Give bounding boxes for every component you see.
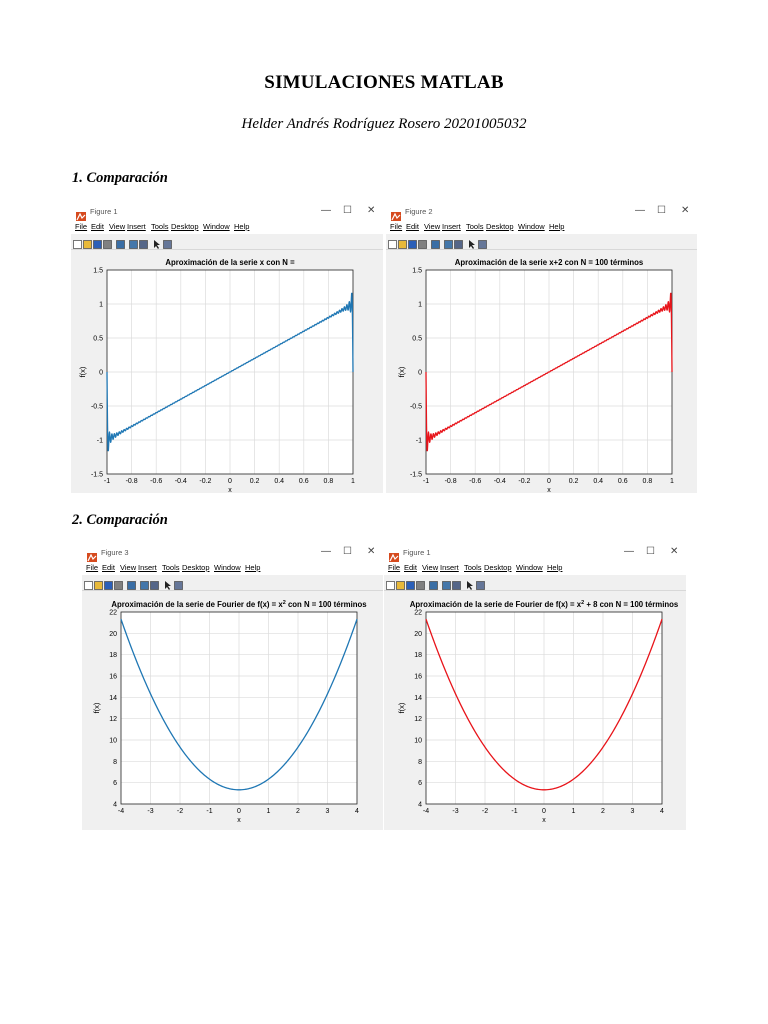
close-button[interactable]: ✕ — [367, 205, 376, 216]
property-editor-icon[interactable] — [476, 577, 485, 586]
print-icon[interactable] — [114, 577, 123, 586]
y-tick-label: 1 — [418, 301, 422, 309]
plot-area — [384, 591, 686, 830]
y-tick-label: 0.5 — [412, 335, 422, 343]
insert-colorbar-icon[interactable] — [444, 236, 453, 245]
y-tick-label: 1.5 — [93, 267, 103, 275]
x-tick-label: 2 — [296, 808, 300, 815]
pointer-icon[interactable] — [164, 577, 173, 586]
menu-tools[interactable]: Tools — [464, 563, 482, 572]
menu-bar — [82, 562, 383, 575]
pointer-icon[interactable] — [468, 236, 477, 245]
x-tick-label: -4 — [117, 808, 125, 815]
chart — [386, 250, 697, 493]
x-tick-label: 1 — [266, 808, 271, 815]
x-tick-label: -0.2 — [199, 478, 212, 485]
x-tick-label: -0.4 — [493, 478, 506, 485]
property-editor-icon[interactable] — [174, 577, 183, 586]
menu-file[interactable]: File — [75, 222, 88, 231]
chart-title: Aproximación de la serie x con N = — [165, 258, 295, 267]
x-tick-label: 0.6 — [617, 478, 628, 485]
x-tick-label: 1 — [571, 808, 576, 815]
menu-help[interactable]: Help — [234, 222, 250, 231]
menu-bar — [386, 221, 697, 234]
x-axis-label: x — [237, 817, 241, 824]
y-tick-label: 18 — [414, 652, 422, 660]
figure-toolbar — [386, 234, 697, 250]
x-tick-label: 0.2 — [249, 478, 260, 485]
menu-tools[interactable]: Tools — [151, 222, 169, 231]
minimize-button[interactable]: — — [321, 205, 331, 216]
y-axis-label: f(x) — [397, 702, 406, 714]
chart-title: Aproximación de la serie de Fourier de $f(x) = x^2$ con N = 100 términos — [111, 600, 367, 609]
menu-file[interactable]: File — [388, 563, 401, 572]
menu-file[interactable]: File — [390, 222, 403, 231]
x-axis-label: x — [547, 487, 551, 493]
menu-view[interactable]: View — [424, 222, 441, 231]
x-tick-label: 3 — [325, 808, 330, 815]
x-tick-label: -4 — [422, 808, 430, 815]
x-tick-label: 0.8 — [642, 478, 653, 485]
y-tick-label: 6 — [113, 780, 117, 788]
x-tick-label: -0.4 — [174, 478, 187, 485]
x-tick-label: 0.8 — [323, 478, 334, 485]
menu-desktop[interactable]: Desktop — [484, 563, 512, 572]
y-tick-label: 12 — [109, 716, 117, 724]
x-tick-label: 0.4 — [593, 478, 604, 485]
x-tick-label: -2 — [176, 808, 184, 815]
insert-legend-icon[interactable] — [139, 236, 148, 245]
y-tick-label: -1 — [96, 437, 103, 445]
minimize-button[interactable]: — — [321, 546, 331, 557]
section-heading-2: 2. Comparación — [72, 512, 168, 528]
menu-insert[interactable]: Insert — [442, 222, 461, 231]
close-button[interactable]: ✕ — [367, 546, 376, 557]
y-tick-label: 0 — [418, 369, 422, 377]
insert-colorbar-icon[interactable] — [129, 236, 138, 245]
open-file-icon[interactable] — [396, 577, 405, 586]
menu-bar — [71, 221, 383, 234]
x-tick-label: -1 — [511, 808, 518, 815]
x-tick-label: 0.2 — [568, 478, 579, 485]
y-tick-label: 20 — [109, 630, 117, 638]
y-axis-label: f(x) — [78, 366, 87, 378]
x-tick-label: -3 — [452, 808, 459, 815]
x-axis-label: x — [228, 487, 232, 493]
document-author: Helder Andrés Rodríguez Rosero 20201005032 — [241, 116, 527, 132]
print-icon[interactable] — [103, 236, 112, 245]
y-tick-label: 14 — [109, 694, 117, 702]
menu-edit[interactable]: Edit — [91, 222, 104, 231]
y-tick-label: 10 — [109, 737, 117, 745]
x-tick-label: 0.6 — [298, 478, 309, 485]
figure-toolbar — [82, 575, 383, 591]
print-icon[interactable] — [416, 577, 425, 586]
y-tick-label: 0 — [99, 369, 103, 377]
x-tick-label: -2 — [481, 808, 489, 815]
insert-legend-icon[interactable] — [150, 577, 159, 586]
x-tick-label: 0 — [237, 808, 241, 815]
chart-title: Aproximación de la serie x+2 con N = 100 términos — [454, 258, 644, 267]
y-tick-label: 4 — [113, 801, 117, 809]
pointer-icon[interactable] — [466, 577, 475, 586]
y-axis-label: f(x) — [397, 366, 406, 378]
matlab-figure-icon — [87, 549, 97, 558]
x-tick-label: -3 — [147, 808, 154, 815]
matlab-figure-icon — [391, 208, 401, 217]
menu-window[interactable]: Window — [203, 222, 230, 231]
window-title: Figure 3 — [101, 548, 129, 557]
y-tick-label: 4 — [418, 801, 422, 809]
x-tick-label: -0.8 — [444, 478, 457, 485]
maximize-button[interactable]: ☐ — [343, 546, 352, 557]
x-tick-label: -0.2 — [518, 478, 531, 485]
figure-toolbar — [71, 234, 383, 250]
x-tick-label: 0.4 — [274, 478, 285, 485]
insert-legend-icon[interactable] — [452, 577, 461, 586]
figure-window[interactable] — [386, 204, 697, 493]
menu-window[interactable]: Window — [214, 563, 241, 572]
link-plot-icon[interactable] — [429, 577, 438, 586]
x-tick-label: -0.6 — [150, 478, 163, 485]
plot-area — [82, 591, 383, 830]
figure-window[interactable] — [384, 545, 686, 830]
link-plot-icon[interactable] — [127, 577, 136, 586]
figure-window[interactable] — [71, 204, 383, 493]
new-figure-icon[interactable] — [388, 236, 397, 245]
y-tick-label: 1 — [99, 301, 103, 309]
link-plot-icon[interactable] — [431, 236, 440, 245]
document-title: SIMULACIONES MATLAB — [264, 72, 504, 93]
save-icon[interactable] — [406, 577, 415, 586]
menu-help[interactable]: Help — [245, 563, 261, 572]
y-tick-label: -1 — [415, 437, 422, 445]
y-tick-label: 10 — [414, 737, 422, 745]
property-editor-icon[interactable] — [478, 236, 487, 245]
menu-desktop[interactable]: Desktop — [171, 222, 199, 231]
save-icon[interactable] — [408, 236, 417, 245]
y-tick-label: -0.5 — [409, 403, 422, 411]
insert-colorbar-icon[interactable] — [442, 577, 451, 586]
window-title: Figure 2 — [405, 207, 433, 216]
x-tick-label: 3 — [630, 808, 635, 815]
close-button[interactable]: ✕ — [670, 546, 679, 557]
property-editor-icon[interactable] — [163, 236, 172, 245]
y-tick-label: 0.5 — [93, 335, 103, 343]
x-tick-label: -1 — [422, 478, 430, 485]
new-figure-icon[interactable] — [73, 236, 82, 245]
x-tick-label: 2 — [601, 808, 605, 815]
menu-view[interactable]: View — [422, 563, 439, 572]
y-tick-label: 8 — [418, 758, 422, 766]
y-tick-label: 1.5 — [412, 267, 422, 275]
menu-help[interactable]: Help — [547, 563, 563, 572]
window-titlebar[interactable] — [82, 545, 383, 562]
x-tick-label: -0.6 — [469, 478, 482, 485]
new-figure-icon[interactable] — [84, 577, 93, 586]
y-tick-label: 22 — [109, 609, 117, 617]
y-tick-label: -1.5 — [409, 471, 422, 479]
x-axis-label: x — [542, 817, 546, 824]
minimize-button[interactable]: — — [624, 546, 634, 557]
x-tick-label: 0 — [547, 478, 551, 485]
maximize-button[interactable]: ☐ — [657, 205, 666, 216]
menu-file[interactable]: File — [86, 563, 99, 572]
x-tick-label: 1 — [670, 478, 674, 485]
menu-bar — [384, 562, 686, 575]
save-icon[interactable] — [93, 236, 102, 245]
menu-desktop[interactable]: Desktop — [182, 563, 210, 572]
open-file-icon[interactable] — [83, 236, 92, 245]
matlab-figure-icon — [76, 208, 86, 217]
window-titlebar[interactable] — [386, 204, 697, 221]
window-title: Figure 1 — [403, 548, 431, 557]
figure-toolbar — [384, 575, 686, 591]
new-figure-icon[interactable] — [386, 577, 395, 586]
save-icon[interactable] — [104, 577, 113, 586]
menu-edit[interactable]: Edit — [406, 222, 419, 231]
menu-insert[interactable]: Insert — [440, 563, 459, 572]
plot-area — [71, 250, 383, 493]
open-file-icon[interactable] — [398, 236, 407, 245]
print-icon[interactable] — [418, 236, 427, 245]
y-tick-label: 14 — [414, 694, 422, 702]
figure-window[interactable] — [82, 545, 383, 830]
insert-colorbar-icon[interactable] — [140, 577, 149, 586]
chart — [82, 591, 383, 830]
y-tick-label: 12 — [414, 716, 422, 724]
y-tick-label: 22 — [414, 609, 422, 617]
y-tick-label: 16 — [414, 673, 422, 681]
x-tick-label: 0 — [228, 478, 232, 485]
y-tick-label: -0.5 — [90, 403, 103, 411]
x-tick-label: 1 — [351, 478, 355, 485]
window-titlebar[interactable] — [71, 204, 383, 221]
menu-view[interactable]: View — [109, 222, 126, 231]
y-tick-label: 18 — [109, 652, 117, 660]
menu-edit[interactable]: Edit — [404, 563, 417, 572]
menu-window[interactable]: Window — [516, 563, 543, 572]
x-tick-label: 4 — [660, 808, 664, 815]
y-tick-label: 16 — [109, 673, 117, 681]
pointer-icon[interactable] — [153, 236, 162, 245]
menu-window[interactable]: Window — [518, 222, 545, 231]
y-tick-label: -1.5 — [90, 471, 103, 479]
window-title: Figure 1 — [90, 207, 118, 216]
x-tick-label: 4 — [355, 808, 359, 815]
minimize-button[interactable]: — — [635, 205, 645, 216]
section-heading-1: 1. Comparación — [72, 170, 168, 186]
chart — [384, 591, 686, 830]
open-file-icon[interactable] — [94, 577, 103, 586]
menu-desktop[interactable]: Desktop — [486, 222, 514, 231]
menu-tools[interactable]: Tools — [162, 563, 180, 572]
menu-edit[interactable]: Edit — [102, 563, 115, 572]
x-tick-label: -1 — [206, 808, 213, 815]
y-tick-label: 20 — [414, 630, 422, 638]
matlab-figure-icon — [389, 549, 399, 558]
x-tick-label: -0.8 — [125, 478, 138, 485]
menu-insert[interactable]: Insert — [127, 222, 146, 231]
link-plot-icon[interactable] — [116, 236, 125, 245]
insert-legend-icon[interactable] — [454, 236, 463, 245]
close-button[interactable]: ✕ — [681, 205, 690, 216]
menu-view[interactable]: View — [120, 563, 137, 572]
maximize-button[interactable]: ☐ — [343, 205, 352, 216]
maximize-button[interactable]: ☐ — [646, 546, 655, 557]
plot-area — [386, 250, 697, 493]
y-tick-label: 6 — [418, 780, 422, 788]
y-tick-label: 8 — [113, 758, 117, 766]
menu-help[interactable]: Help — [549, 222, 565, 231]
chart-title: Aproximación de la serie de Fourier de $f(x) = x^2 + 8$ con N = 100 términos — [409, 600, 679, 609]
menu-tools[interactable]: Tools — [466, 222, 484, 231]
x-tick-label: -1 — [103, 478, 111, 485]
x-tick-label: 0 — [542, 808, 546, 815]
window-titlebar[interactable] — [384, 545, 686, 562]
y-axis-label: f(x) — [92, 702, 101, 714]
chart — [71, 250, 383, 493]
menu-insert[interactable]: Insert — [138, 563, 157, 572]
